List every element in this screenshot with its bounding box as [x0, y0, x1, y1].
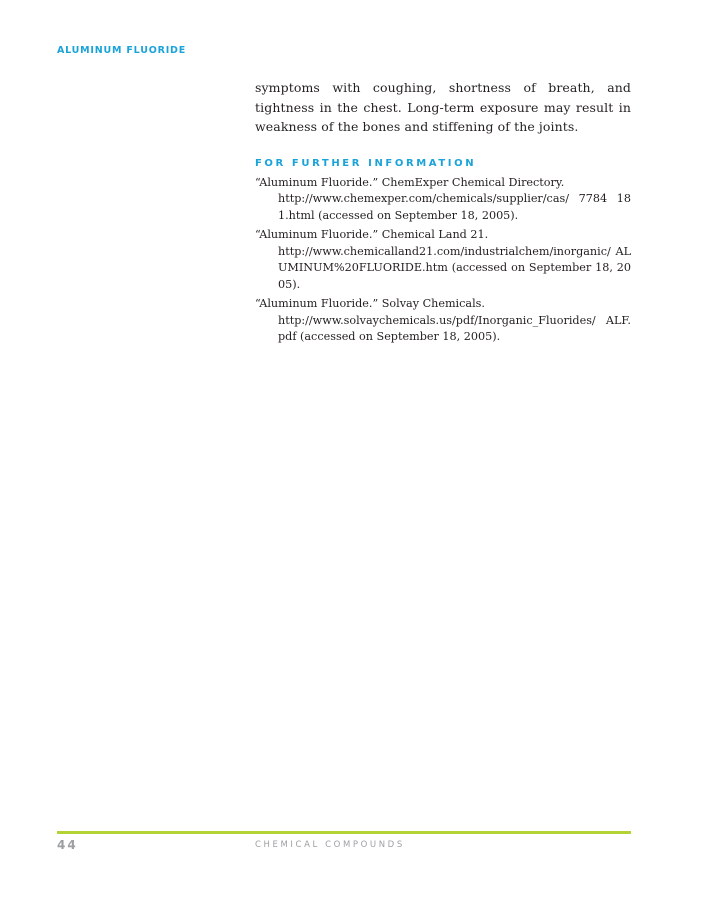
footer-rule — [57, 831, 631, 834]
running-head: ALUMINUM FLUORIDE — [57, 45, 187, 56]
reference-url: http://www.chemexper.com/chemicals/supplier/cas/ 7784 18 1.html (accessed on September 18, 2005). — [278, 192, 631, 222]
reference-title: “Aluminum Fluoride.” Chemical Land 21. — [255, 228, 489, 241]
reference-title: “Aluminum Fluoride.” ChemExper Chemical Directory. — [255, 175, 565, 189]
reference-item — [255, 175, 631, 225]
reference-item — [255, 227, 631, 293]
main-content — [255, 78, 631, 349]
book-title: CHEMICAL COMPOUNDS — [255, 840, 405, 850]
reference-url: http://www.solvaychemicals.us/pdf/Inorganic_Fluorides/ ALF.pdf (accessed on September 18, 2005). — [278, 313, 631, 343]
reference-list — [255, 175, 631, 346]
page-number: 44 — [57, 838, 78, 852]
body-paragraph: symptoms with coughing, shortness of breath, and tightness in the chest. Long-term exposure may result in weakness of the bones and stiffening of the joints. — [255, 80, 631, 134]
reference-url: http://www.chemicalland21.com/industrialchem/inorganic/ ALUMINUM%20FLUORIDE.htm (accessed on September 18, 2005). — [278, 244, 631, 291]
reference-title: “Aluminum Fluoride.” Solvay Chemicals. — [255, 297, 485, 310]
section-heading: FOR FURTHER INFORMATION — [255, 157, 477, 169]
reference-item — [255, 296, 631, 346]
